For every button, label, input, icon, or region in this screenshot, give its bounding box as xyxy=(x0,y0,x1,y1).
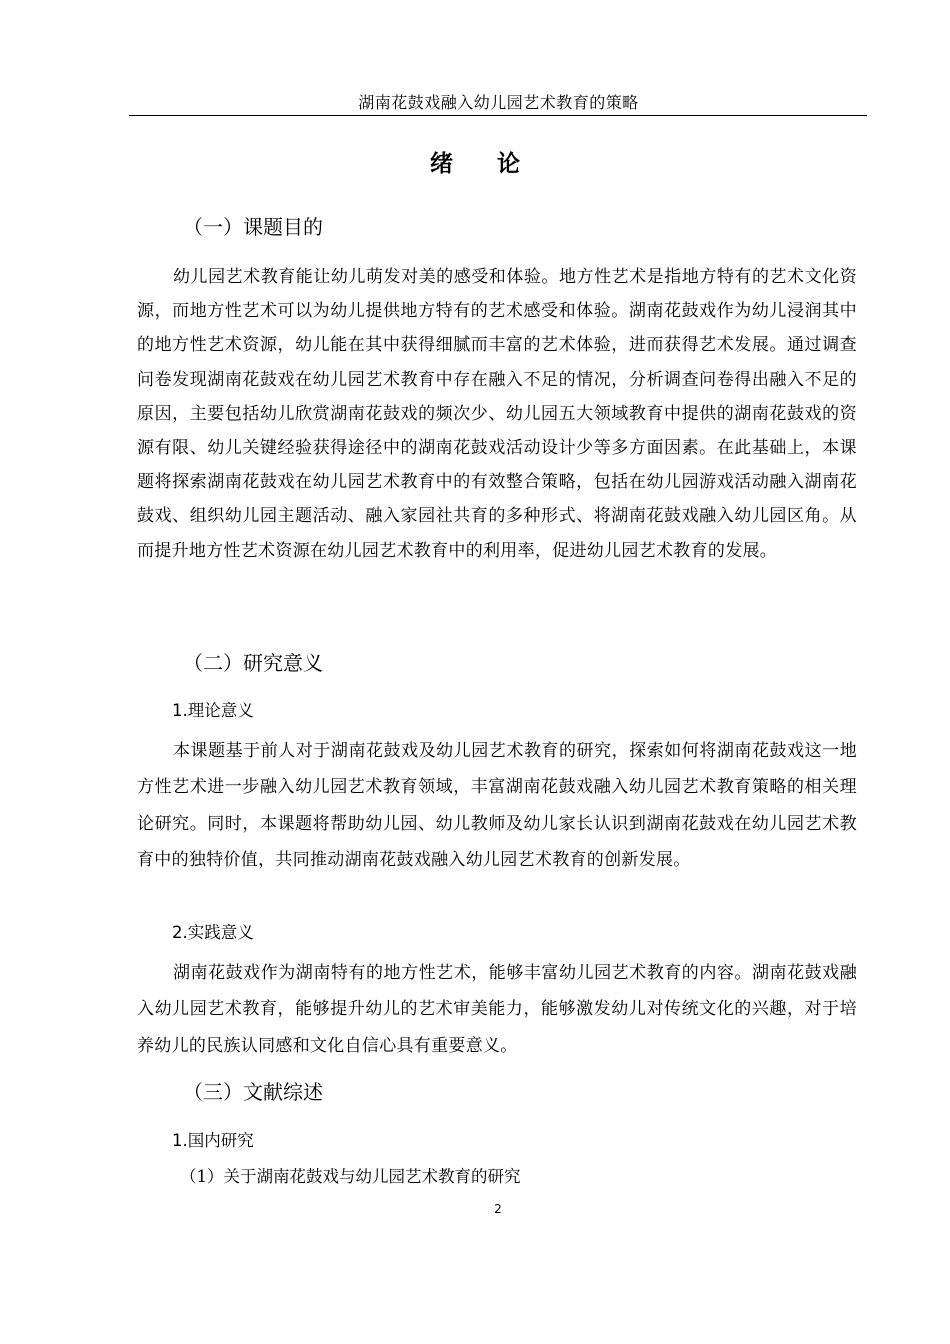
running-header: 湖南花鼓戏融入幼儿园艺术教育的策略 xyxy=(358,93,639,112)
chapter-title-char: 论 xyxy=(497,151,520,177)
subsection-heading: 1.理论意义 xyxy=(172,701,254,720)
page-number: 2 xyxy=(494,1202,502,1216)
section-heading: （二）研究意义 xyxy=(183,651,323,675)
body-paragraph: 幼儿园艺术教育能让幼儿萌发对美的感受和体验。地方性艺术是指地方特有的艺术文化资源，而地方性艺术可以为幼儿提供地方特有的艺术感受和体验。湖南花鼓戏作为幼儿浸润其中的地方性艺术资源，幼儿能在其中获得细腻而丰富的艺术体验，进而获得艺术发展。通过调查问卷发现湖南花鼓戏在幼儿园艺术教育中存在融入不足的情况，分析调查问卷得出融入不足的原因，主要包括幼儿欣赏湖南花鼓戏的频次少、幼儿园五大领域教育中提供的湖南花鼓戏的资源有限、幼儿关键经验获得途径中的湖南花鼓戏活动设计少等多方面因素。在此基础上，本课题将探索湖南花鼓戏在幼儿园艺术教育中的有效整合策略，包括在幼儿园游戏活动融入湖南花鼓戏、组织幼儿园主题活动、融入家园社共育的多种形式、将湖南花鼓戏融入幼儿园区角。从而提升地方性艺术资源在幼儿园艺术教育中的利用率，促进幼儿园艺术教育的发展。 xyxy=(137,267,857,561)
list-item: （1）关于湖南花鼓戏与幼儿园艺术教育的研究 xyxy=(180,1167,521,1186)
section-heading: （三）文献综述 xyxy=(183,1080,323,1104)
body-paragraph: 湖南花鼓戏作为湖南特有的地方性艺术，能够丰富幼儿园艺术教育的内容。湖南花鼓戏融入幼儿园艺术教育，能够提升幼儿的艺术审美能力，能够激发幼儿对传统文化的兴趣，对于培养幼儿的民族认同感和文化自信心具有重要意义。 xyxy=(137,963,857,1056)
chapter-title xyxy=(0,148,950,180)
subsection-heading: 1.国内研究 xyxy=(172,1131,254,1150)
chapter-title-char: 绪 xyxy=(430,151,453,177)
subsection-heading: 2.实践意义 xyxy=(172,923,254,942)
header-rule xyxy=(129,115,867,116)
section-heading: （一）课题目的 xyxy=(183,215,323,239)
body-paragraph: 本课题基于前人对于湖南花鼓戏及幼儿园艺术教育的研究，探索如何将湖南花鼓戏这一地方性艺术进一步融入幼儿园艺术教育领域，丰富湖南花鼓戏融入幼儿园艺术教育策略的相关理论研究。同时，本课题将帮助幼儿园、幼儿教师及幼儿家长认识到湖南花鼓戏在幼儿园艺术教育中的独特价值，共同推动湖南花鼓戏融入幼儿园艺术教育的创新发展。 xyxy=(137,741,857,870)
